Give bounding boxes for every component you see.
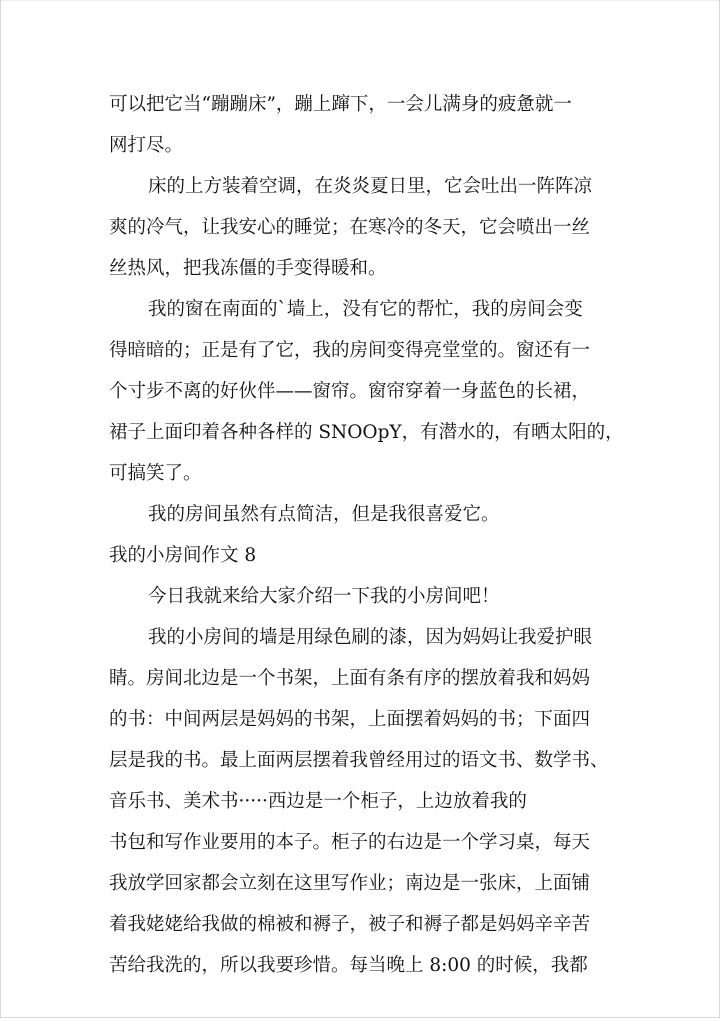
text-line: 着我姥姥给我做的棉被和褥子，被子和褥子都是妈妈辛辛苦 (109, 914, 591, 935)
text-line: 可搞笑了。 (109, 463, 202, 484)
text-line: 爽的冷气，让我安心的睡觉；在寒冷的冬天，它会喷出一丝 (109, 217, 591, 238)
text-line: 睛。房间北边是一个书架，上面有条有序的摆放着我和妈妈 (109, 668, 591, 689)
text-line: 音乐书、美术书·····西边是一个柜子，上边放着我的 (109, 791, 527, 812)
text-line: 个寸步不离的好伙伴——窗帘。窗帘穿着一身蓝色的长裙， (109, 381, 591, 402)
paragraph-start-line: 我的窗在南面的`墙上，没有它的帮忙，我的房间会变 (148, 299, 583, 320)
text-line: 裙子上面印着各种各样的 SNOOpY，有潜水的，有晒太阳的， (109, 422, 624, 443)
paragraph-start-line: 今日我就来给大家介绍一下我的小房间吧！ (148, 586, 500, 607)
paragraph-start-line: 我的房间虽然有点简洁，但是我很喜爱它。 (148, 504, 500, 525)
text-line: 丝热风，把我冻僵的手变得暖和。 (109, 258, 387, 279)
section-heading: 我的小房间作文 8 (109, 545, 257, 566)
text-line: 网打尽。 (109, 135, 184, 156)
text-line: 的书：中间两层是妈妈的书架，上面摆着妈妈的书；下面四 (109, 709, 591, 730)
text-line: 得暗暗的；正是有了它，我的房间变得亮堂堂的。窗还有一 (109, 340, 591, 361)
paragraph-start-line: 床的上方装着空调，在炎炎夏日里，它会吐出一阵阵凉 (148, 176, 593, 197)
text-line: 苦给我洗的，所以我要珍惜。每当晚上 8:00 的时候，我都 (109, 955, 588, 976)
text-line: 书包和写作业要用的本子。柜子的右边是一个学习桌，每天 (109, 832, 591, 853)
text-line: 层是我的书。最上面两层摆着我曾经用过的语文书、数学书、 (109, 750, 609, 771)
text-line: 可以把它当“蹦蹦床”，蹦上蹿下，一会儿满身的疲惫就一 (109, 94, 572, 115)
text-line: 我放学回家都会立刻在这里写作业；南边是一张床，上面铺 (109, 873, 591, 894)
paragraph-start-line: 我的小房间的墙是用绿色刷的漆，因为妈妈让我爱护眼 (148, 627, 593, 648)
